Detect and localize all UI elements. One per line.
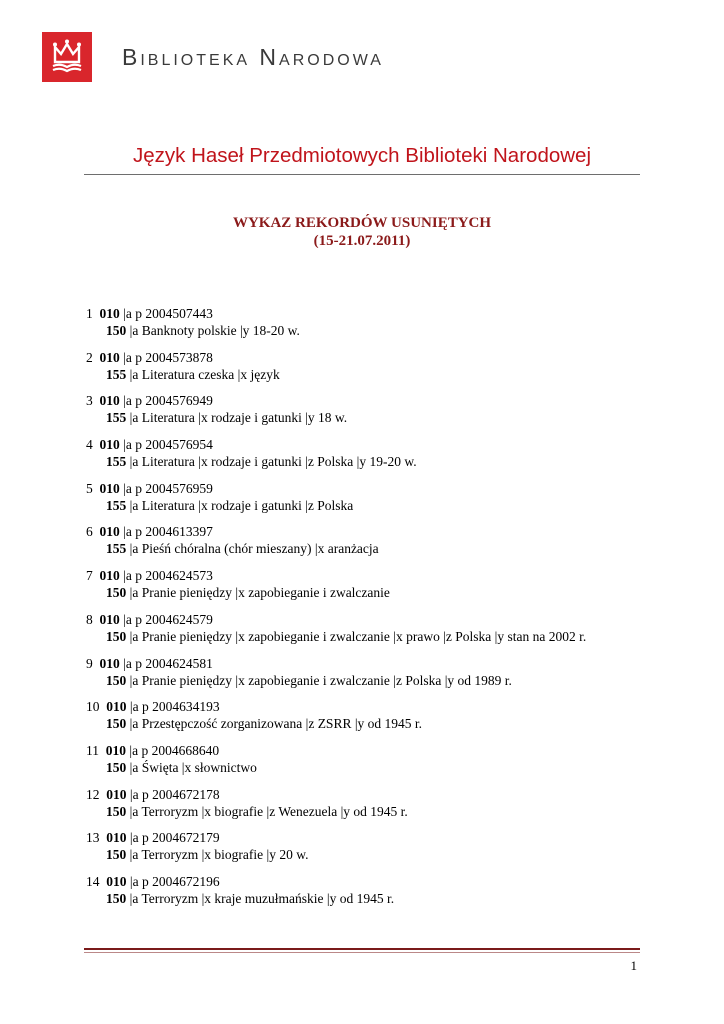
record-number: 8 xyxy=(86,611,93,627)
field-value: |a p 2004672196 xyxy=(126,873,220,889)
field-value: |a Literatura |x rodzaje i gatunki |z Polska |y 19-20 w. xyxy=(126,454,417,470)
field-tag: 155 xyxy=(106,410,127,426)
field-tag: 010 xyxy=(99,611,120,627)
record-heading-line xyxy=(86,497,686,514)
footer-divider-thin xyxy=(84,952,640,953)
field-tag: 010 xyxy=(99,480,120,496)
field-value: |a Pieśń chóralna (chór mieszany) |x aranżacja xyxy=(126,541,379,557)
record-heading-line xyxy=(86,846,686,863)
field-value: |a Przestępczość zorganizowana |z ZSRR |y od 1945 r. xyxy=(126,716,423,732)
field-tag: 150 xyxy=(106,716,127,732)
record-control-line xyxy=(86,349,686,366)
subtitle-date-range: (15-21.07.2011) xyxy=(313,233,411,249)
record-number: 14 xyxy=(86,873,100,889)
field-value: |a p 2004672179 xyxy=(126,830,220,846)
record-control-line xyxy=(86,786,686,803)
record-control-line xyxy=(86,742,686,759)
list-item xyxy=(86,873,686,917)
field-tag: 010 xyxy=(106,830,127,846)
field-tag: 150 xyxy=(106,672,127,688)
record-number: 5 xyxy=(86,480,93,496)
record-heading-line xyxy=(86,584,686,601)
list-item xyxy=(86,611,686,655)
title-divider xyxy=(84,174,640,175)
field-tag: 150 xyxy=(106,585,127,601)
record-heading-line xyxy=(86,672,686,689)
subtitle-heading: WYKAZ REKORDÓW USUNIĘTYCH xyxy=(232,215,492,231)
record-control-line xyxy=(86,392,686,409)
field-value: |a Pranie pieniędzy |x zapobieganie i zwalczanie xyxy=(126,585,390,601)
record-heading-line xyxy=(86,715,686,732)
field-tag: 010 xyxy=(99,306,120,321)
list-item xyxy=(86,698,686,742)
field-tag: 010 xyxy=(99,349,120,365)
field-value: |a p 2004634193 xyxy=(126,699,220,715)
field-value: |a Terroryzm |x kraje muzułmańskie |y od 1945 r. xyxy=(126,890,395,906)
field-value: |a Literatura czeska |x język xyxy=(126,366,280,382)
field-value: |a Pranie pieniędzy |x zapobieganie i zwalczanie |x prawo |z Polska |y stan na 2002 r. xyxy=(126,628,587,644)
list-item xyxy=(86,480,686,524)
record-heading-line xyxy=(86,628,686,645)
field-tag: 155 xyxy=(106,454,127,470)
record-number: 9 xyxy=(86,655,93,671)
record-control-line xyxy=(86,873,686,890)
record-heading-line xyxy=(86,803,686,820)
record-control-line xyxy=(86,480,686,497)
record-control-line xyxy=(86,305,686,322)
list-item xyxy=(86,349,686,393)
page-number: 1 xyxy=(630,958,637,973)
field-tag: 150 xyxy=(106,847,127,863)
list-item xyxy=(86,523,686,567)
field-value: |a Święta |x słownictwo xyxy=(126,759,257,775)
record-control-line xyxy=(86,698,686,715)
field-tag: 010 xyxy=(106,873,127,889)
record-control-line xyxy=(86,567,686,584)
record-heading-line xyxy=(86,322,686,339)
field-value: |a Pranie pieniędzy |x zapobieganie i zwalczanie |z Polska |y od 1989 r. xyxy=(126,672,512,688)
record-control-line xyxy=(86,829,686,846)
record-heading-line xyxy=(86,759,686,776)
field-tag: 010 xyxy=(99,568,120,584)
crown-book-icon xyxy=(42,32,92,82)
record-heading-line xyxy=(86,366,686,383)
record-heading-line xyxy=(86,890,686,907)
field-tag: 150 xyxy=(106,890,127,906)
field-tag: 010 xyxy=(106,786,127,802)
record-number: 10 xyxy=(86,699,100,715)
field-value: |a p 2004573878 xyxy=(119,349,213,365)
field-tag: 150 xyxy=(106,628,127,644)
field-value: |a p 2004576959 xyxy=(119,480,213,496)
record-number: 4 xyxy=(86,437,93,453)
record-number: 11 xyxy=(86,742,99,758)
field-value: |a Banknoty polskie |y 18-20 w. xyxy=(126,323,300,338)
record-control-line xyxy=(86,436,686,453)
brand-name: Biblioteka Narodowa xyxy=(122,44,384,70)
field-value: |a p 2004613397 xyxy=(119,524,213,540)
field-value: |a p 2004668640 xyxy=(126,742,220,758)
field-value: |a p 2004624579 xyxy=(119,611,213,627)
field-tag: 150 xyxy=(106,759,127,775)
field-tag: 010 xyxy=(99,655,120,671)
record-heading-line xyxy=(86,453,686,470)
record-number: 6 xyxy=(86,524,93,540)
field-value: |a Literatura |x rodzaje i gatunki |y 18 w. xyxy=(126,410,348,426)
list-item xyxy=(86,829,686,873)
field-value: |a p 2004507443 xyxy=(119,306,213,321)
list-item xyxy=(86,305,686,349)
record-heading-line xyxy=(86,409,686,426)
record-control-line xyxy=(86,655,686,672)
list-item xyxy=(86,742,686,786)
field-tag: 155 xyxy=(106,366,127,382)
field-tag: 155 xyxy=(106,497,127,513)
field-tag: 010 xyxy=(99,437,120,453)
field-value: |a p 2004576954 xyxy=(119,437,213,453)
field-value: |a Terroryzm |x biografie |y 20 w. xyxy=(126,847,309,863)
field-value: |a Terroryzm |x biografie |z Wenezuela |y od 1945 r. xyxy=(126,803,408,819)
field-value: |a p 2004624581 xyxy=(119,655,213,671)
list-item xyxy=(86,567,686,611)
record-number: 1 xyxy=(86,306,93,321)
field-value: |a p 2004672178 xyxy=(126,786,220,802)
field-value: |a Literatura |x rodzaje i gatunki |z Polska xyxy=(126,497,354,513)
field-tag: 010 xyxy=(105,742,126,758)
field-tag: 010 xyxy=(106,699,127,715)
footer-divider xyxy=(84,948,640,950)
record-number: 2 xyxy=(86,349,93,365)
record-control-line xyxy=(86,523,686,540)
record-number: 12 xyxy=(86,786,100,802)
record-heading-line xyxy=(86,540,686,557)
list-item xyxy=(86,436,686,480)
field-value: |a p 2004624573 xyxy=(119,568,213,584)
record-number: 3 xyxy=(86,393,93,409)
field-value: |a p 2004576949 xyxy=(119,393,213,409)
record-number: 13 xyxy=(86,830,100,846)
field-tag: 150 xyxy=(106,323,127,338)
document-subtitle xyxy=(0,214,724,250)
field-tag: 010 xyxy=(99,393,120,409)
list-item xyxy=(86,655,686,699)
records-list xyxy=(86,305,686,917)
list-item xyxy=(86,786,686,830)
page-title: Język Haseł Przedmiotowych Biblioteki Narodowej xyxy=(132,144,592,167)
record-control-line xyxy=(86,611,686,628)
list-item xyxy=(86,392,686,436)
record-number: 7 xyxy=(86,568,93,584)
field-tag: 150 xyxy=(106,803,127,819)
field-tag: 010 xyxy=(99,524,120,540)
field-tag: 155 xyxy=(106,541,127,557)
